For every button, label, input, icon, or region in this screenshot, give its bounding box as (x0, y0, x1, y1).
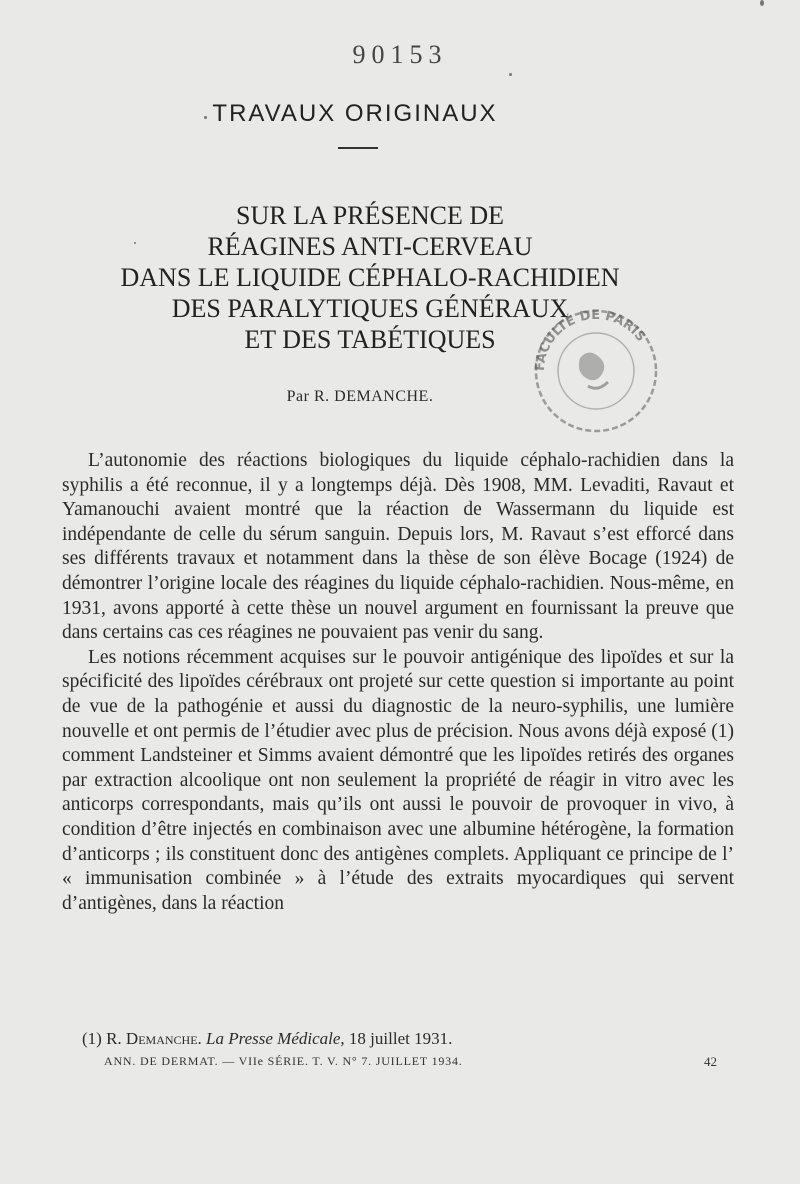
body-paragraph: L’autonomie des réactions biologiques du liquide céphalo-rachidien dans la syphilis a été reconnue, il y a longtemps déjà. Dès 1908, MM. Levaditi, Ravaut et Yamanouchi avaient montré que la réaction de Wassermann du liquide est indépendante de celle du sérum sanguin. Depuis lors, M. Ravaut s’est efforcé dans ses différents travaux et notamment dans la thèse de son élève Bocage (1924) de démontrer l’origine locale des réagines du liquide céphalo-rachidien. Nous-même, en 1931, avons apporté à cette thèse un nouvel argument en fournissant la preuve que dans certains cas ces réagines ne pouvaient pas venir du sang. (62, 450, 734, 644)
article-title-line: RÉAGINES ANTI-CERVEAU (207, 232, 533, 261)
footnote-marker: (1) (82, 1029, 102, 1048)
stamp-text: FACULTÉ DE PARIS (532, 307, 649, 372)
footnote-journal: La Presse Médicale, (206, 1029, 345, 1048)
footnote (82, 1028, 722, 1050)
article-title-line: SUR LA PRÉSENCE DE (236, 201, 504, 230)
article-body (62, 449, 734, 916)
footnote-date: 18 juillet 1931. (348, 1029, 453, 1048)
body-paragraph: Les notions récemment acquises sur le pouvoir antigénique des lipoïdes et sur la spécificité des lipoïdes cérébraux ont projeté sur cette question si importante au point de vue de la pathogénie et aussi du diagnostic de la neuro-syphilis, une lumière nouvelle et ont permis de l’étudier avec plus de précision. Nous avons déjà exposé (1) comment Landsteiner et Simms avaient démontré que les lipoïdes retirés des organes par extraction alcoolique ont non seulement la propriété de réagir in vitro avec les anticorps correspondants, mais qu’ils ont aussi le pouvoir de provoquer in vivo, à condition d’être injectés en combinaison avec une albumine hétérogène, la formation d’anticorps ; ils constituent donc des antigènes complets. Appliquant ce principe de l’ « immunisation combinée » à l’étude des extraits myocardiques qui servent d’antigènes, dans la réaction (62, 646, 734, 914)
ink-speck (204, 116, 207, 119)
section-title: TRAVAUX ORIGINAUX (212, 100, 498, 127)
article-title-line: ET DES TABÉTIQUES (244, 325, 496, 354)
page-number: 42 (704, 1054, 717, 1069)
footnote-author: R. Demanche. (106, 1029, 202, 1048)
title-rule (338, 147, 378, 149)
ink-speck (760, 0, 764, 6)
journal-footer: ANN. DE DERMAT. — VIIe SÉRIE. T. V. N° 7. JUILLET 1934. (104, 1054, 463, 1068)
library-stamp-icon (528, 296, 664, 446)
ink-speck (134, 242, 136, 244)
article-title-line: DES PARALYTIQUES GÉNÉRAUX (171, 294, 569, 323)
byline: Par R. DEMANCHE. (286, 388, 434, 405)
shelf-number: 90153 (352, 40, 448, 69)
ink-speck (509, 73, 512, 76)
article-title-line: DANS LE LIQUIDE CÉPHALO-RACHIDIEN (120, 263, 620, 292)
